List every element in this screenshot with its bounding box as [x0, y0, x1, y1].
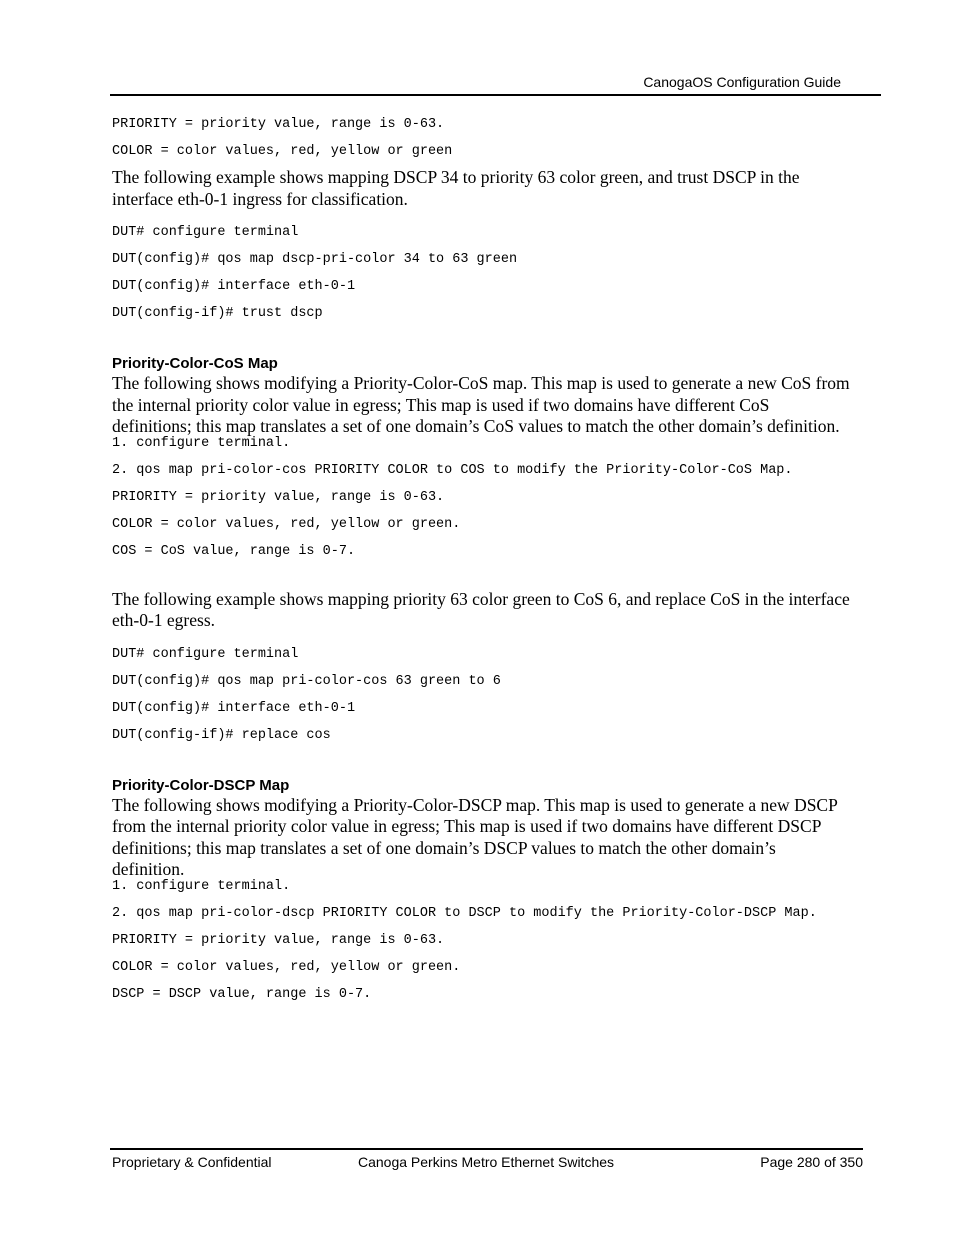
code-line: DUT(config-if)# trust dscp: [112, 306, 323, 321]
code-line: DUT(config)# interface eth-0-1: [112, 279, 356, 294]
paragraph: The following shows modifying a Priority-Color-DSCP map. This map is used to generate a new DSCP from the internal priority color value in egress; This map is used if two domains have different DSCP definitions; this map translates a set of one domain’s DSCP values to match the other domain’s definition.: [112, 794, 838, 879]
footer-rule: [110, 1148, 863, 1150]
code-line: PRIORITY = priority value, range is 0-63.: [112, 932, 445, 948]
paragraph: The following example shows mapping priority 63 color green to CoS 6, and replace CoS in the interface eth-0-1 egress.: [112, 588, 850, 630]
paragraph: The following shows modifying a Priority-Color-CoS map. This map is used to generate a new CoS from the internal priority color value in egress; This map is used if two domains have different CoS: [112, 373, 850, 415]
section-heading: Priority-Color-CoS Map: [112, 355, 278, 372]
code-line: COLOR = color values, red, yellow or green.: [112, 959, 461, 975]
code-line: COLOR = color values, red, yellow or green.: [112, 516, 461, 532]
code-line: 1. configure terminal.: [112, 878, 291, 894]
code-line: COS = CoS value, range is 0-7.: [112, 543, 356, 559]
code-line: PRIORITY = priority value, range is 0-63.: [112, 489, 445, 505]
header-rule: [110, 94, 881, 96]
footer-product: Canoga Perkins Metro Ethernet Switches: [358, 1154, 615, 1170]
code-line: DUT(config)# qos map pri-color-cos 63 green to 6: [112, 673, 501, 689]
code-line: DSCP = DSCP value, range is 0-7.: [112, 986, 372, 1002]
code-line: DUT# configure terminal: [112, 225, 299, 240]
code-line: DUT(config-if)# replace cos: [112, 727, 331, 743]
code-line: COLOR = color values, red, yellow or green: [112, 144, 453, 159]
footer-page-number: Page 280 of 350: [760, 1154, 863, 1170]
paragraph: definitions; this map translates a set of one domain’s CoS values to match the other domain’s definition.: [112, 416, 840, 436]
page-content: [112, 116, 852, 1013]
paragraph: The following example shows mapping DSCP 34 to priority 63 color green, and trust DSCP in the interface eth-0-1 ingress for classification.: [112, 167, 800, 209]
page-footer: [112, 1153, 863, 1171]
section-heading: Priority-Color-DSCP Map: [112, 776, 290, 794]
code-line: 1. configure terminal.: [112, 435, 291, 451]
header-title: CanogaOS Configuration Guide: [643, 74, 841, 90]
code-line: DUT(config)# qos map dscp-pri-color 34 to 63 green: [112, 252, 518, 267]
code-line: PRIORITY = priority value, range is 0-63.: [112, 117, 445, 132]
code-line: DUT(config)# interface eth-0-1: [112, 700, 356, 716]
code-line: 2. qos map pri-color-cos PRIORITY COLOR to COS to modify the Priority-Color-CoS Map.: [112, 462, 793, 478]
footer-confidential: Proprietary & Confidential: [112, 1154, 272, 1170]
code-line: DUT# configure terminal: [112, 646, 299, 662]
code-line: 2. qos map pri-color-dscp PRIORITY COLOR to DSCP to modify the Priority-Color-DSCP Map.: [112, 905, 817, 921]
